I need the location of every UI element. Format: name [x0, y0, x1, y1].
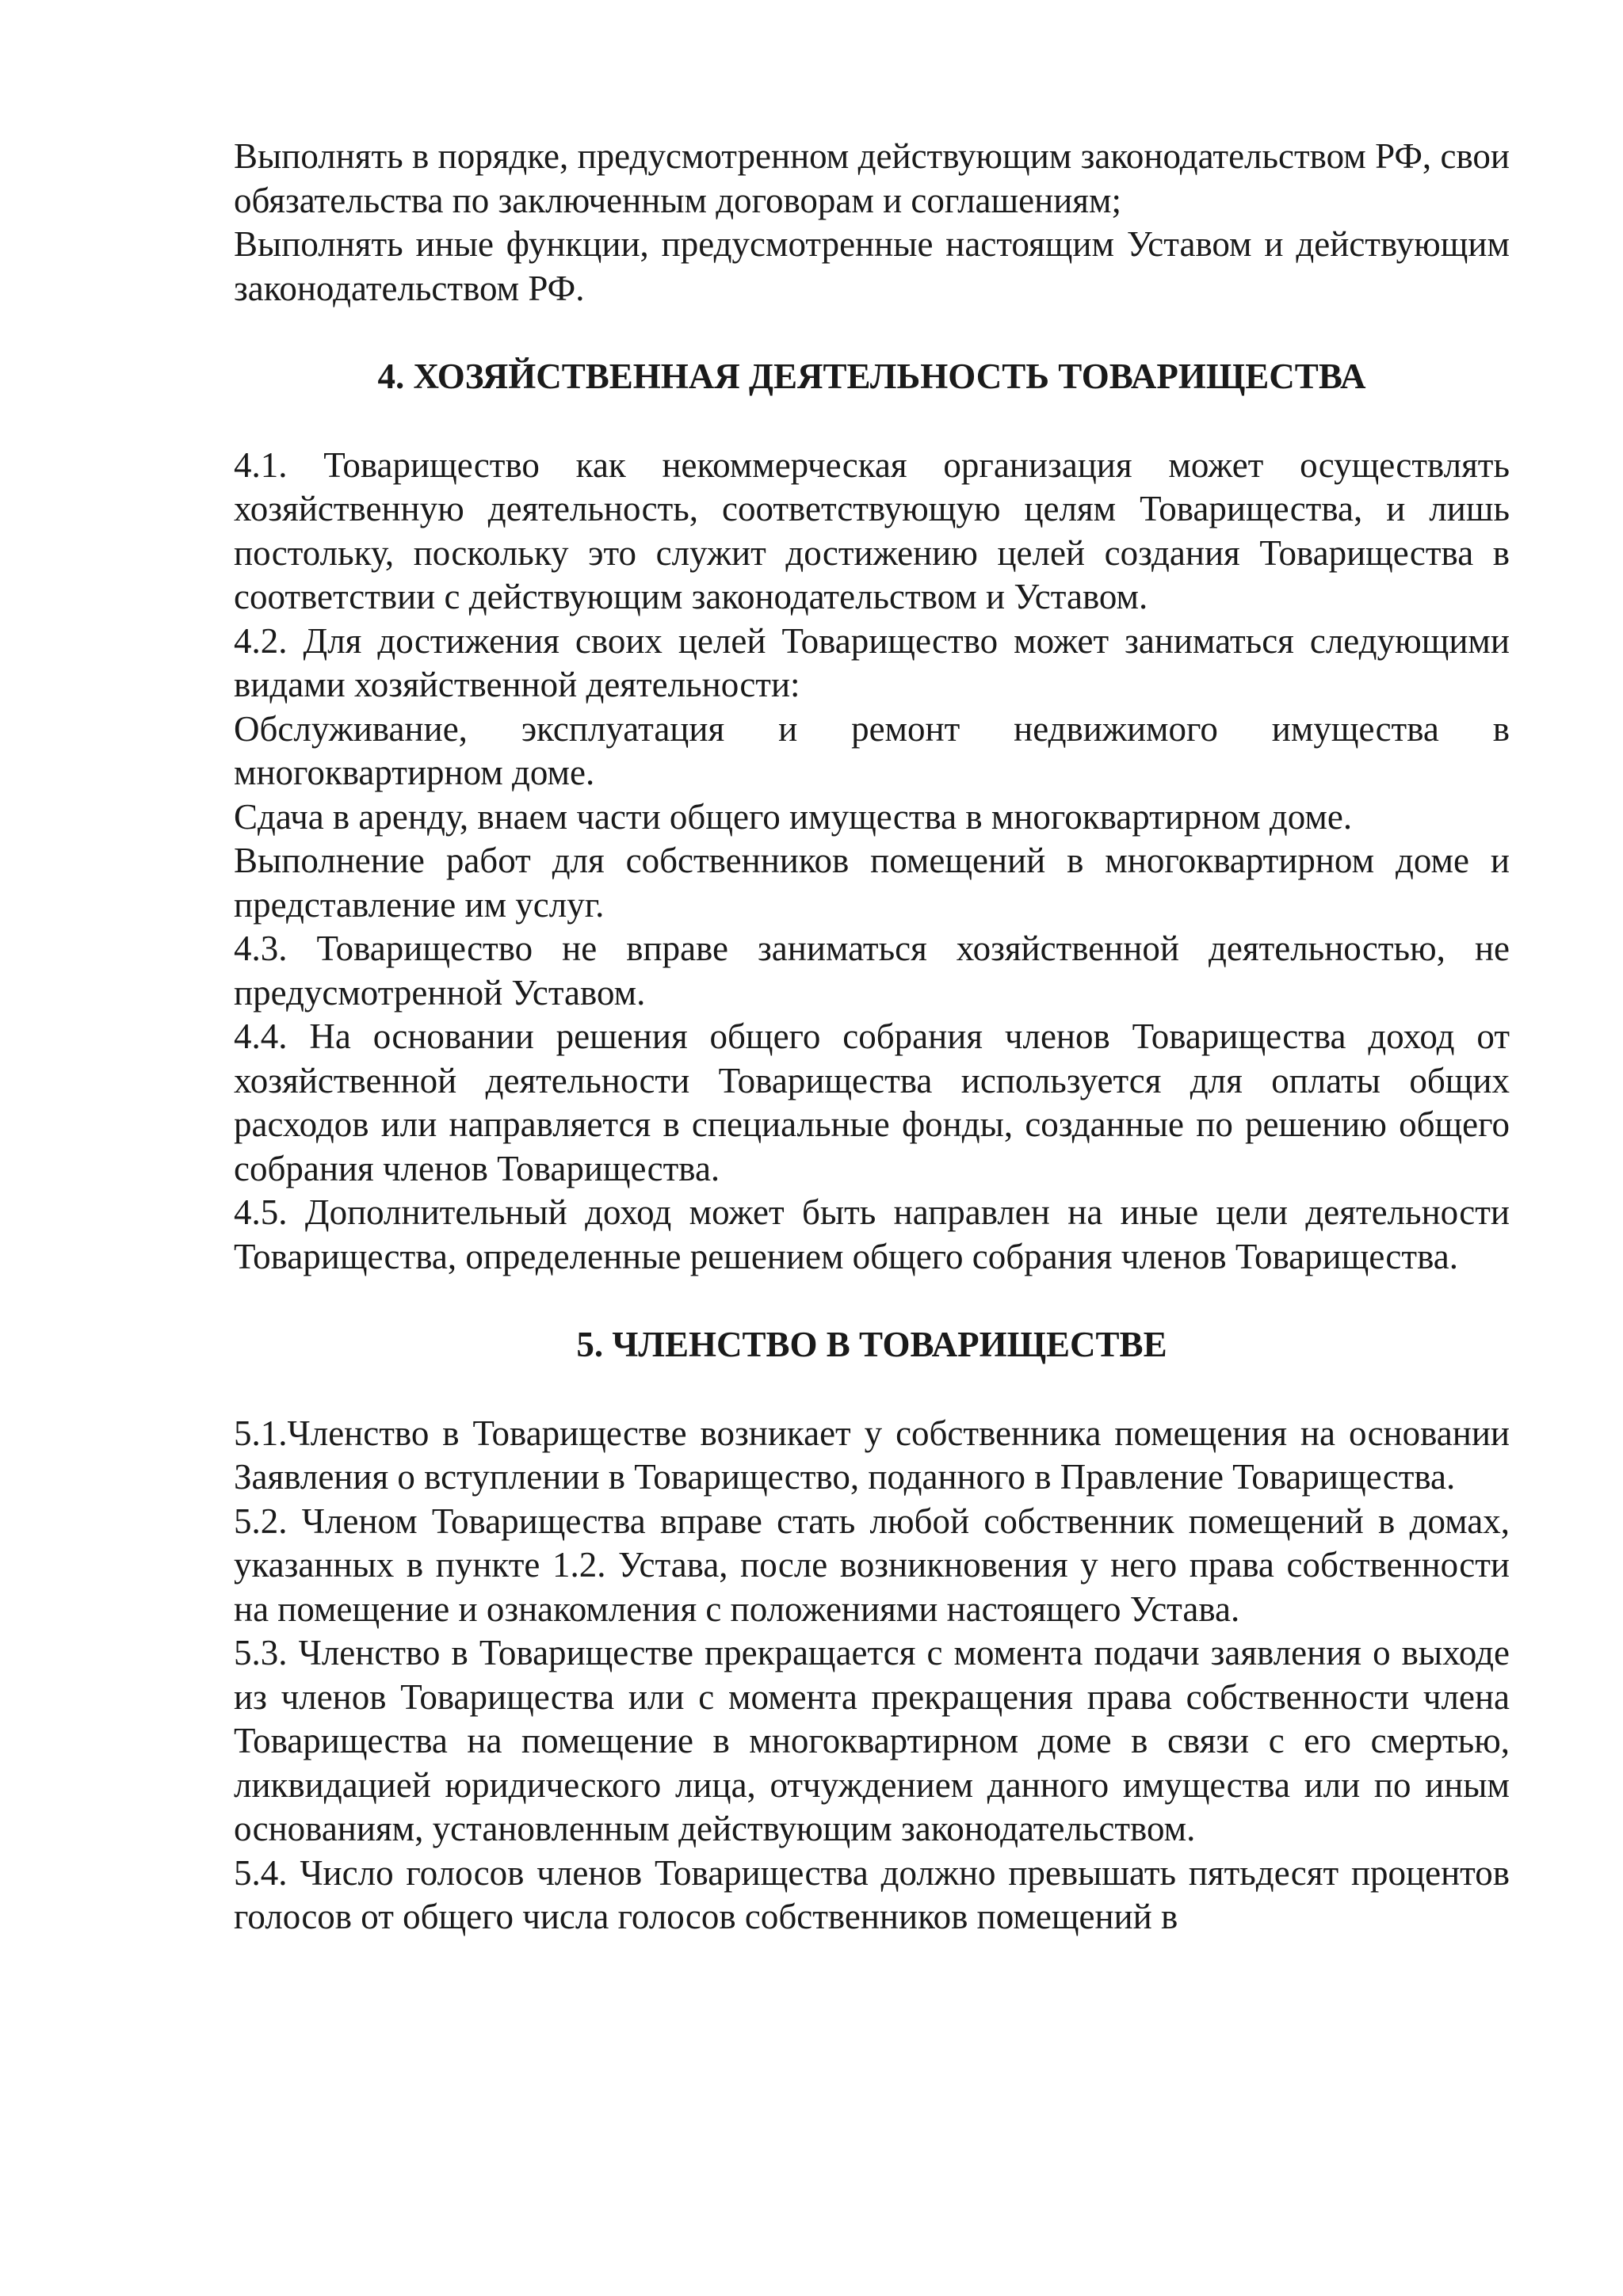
intro-paragraph-2: Выполнять иные функции, предусмотренные настоящим Уставом и действующим законодательством РФ. [234, 224, 1510, 308]
section-4-list-item-1: Обслуживание, эксплуатация и ремонт недвижимого имущества в многоквартирном доме. [234, 708, 1510, 792]
section-4-paragraph-4-3: 4.3. Товарищество не вправе заниматься хозяйственной деятельностью, не предусмотренной Уставом. [234, 929, 1510, 1013]
section-4-list-item-2: Сдача в аренду, внаем части общего имущества в многоквартирном доме. [234, 796, 1353, 837]
section-5-paragraph-5-2: 5.2. Членом Товарищества вправе стать любой собственник помещений в домах, указанных в пункте 1.2. Устава, после возникновения у него права собственности на помещение и ознакомления с положениями настоящего Устава. [234, 1501, 1510, 1629]
section-4-heading: 4. ХОЗЯЙСТВЕННАЯ ДЕЯТЕЛЬНОСТЬ ТОВАРИЩЕСТВА [377, 357, 1366, 396]
section-4-paragraph-4-5: 4.5. Дополнительный доход может быть направлен на иные цели деятельности Товарищества, определенные решением общего собрания членов Товарищества. [234, 1192, 1510, 1276]
spacer [234, 1279, 1510, 1323]
spacer [234, 1367, 1510, 1412]
section-5-paragraph-5-3: 5.3. Членство в Товариществе прекращается с момента подачи заявления о выходе из членов Товарищества или с момента прекращения права собственности члена Товарищества на помещение в многоквартирном доме в связи с его смертью, ликвидацией юридического лица, отчуждением данного имущества или по иным основаниям, установленным действующим законодательством. [234, 1633, 1510, 1848]
section-5-heading: 5. ЧЛЕНСТВО В ТОВАРИЩЕСТВЕ [576, 1325, 1167, 1364]
section-5-paragraph-5-4: 5.4. Число голосов членов Товарищества должно превышать пятьдесят процентов голосов от общего числа голосов собственников помещений в [234, 1852, 1510, 1936]
document-page [234, 135, 1510, 1939]
section-4-paragraph-4-2: 4.2. Для достижения своих целей Товарищество может заниматься следующими видами хозяйственной деятельности: [234, 620, 1510, 704]
spacer [234, 311, 1510, 355]
section-4-paragraph-4-4: 4.4. На основании решения общего собрания членов Товарищества доход от хозяйственной деятельности Товарищества используется для оплаты общих расходов или направляется в специальные фонды, созданные по решению общего собрания членов Товарищества. [234, 1016, 1510, 1188]
spacer [234, 399, 1510, 444]
section-5-paragraph-5-1: 5.1.Членство в Товариществе возникает у собственника помещения на основании Заявления о вступлении в Товарищество, поданного в Правление Товарищества. [234, 1413, 1510, 1497]
section-4-list-item-3: Выполнение работ для собственников помещений в многоквартирном доме и представление им услуг. [234, 841, 1510, 925]
section-4-paragraph-4-1: 4.1. Товарищество как некоммерческая организация может осуществлять хозяйственную деятельность, соответствующую целям Товарищества, и лишь постольку, поскольку это служит достижению целей создания Товарищества в соответствии с действующим законодательством и Уставом. [234, 444, 1510, 616]
intro-paragraph-1: Выполнять в порядке, предусмотренном действующим законодательством РФ, свои обязательства по заключенным договорам и соглашениям; [234, 136, 1510, 220]
